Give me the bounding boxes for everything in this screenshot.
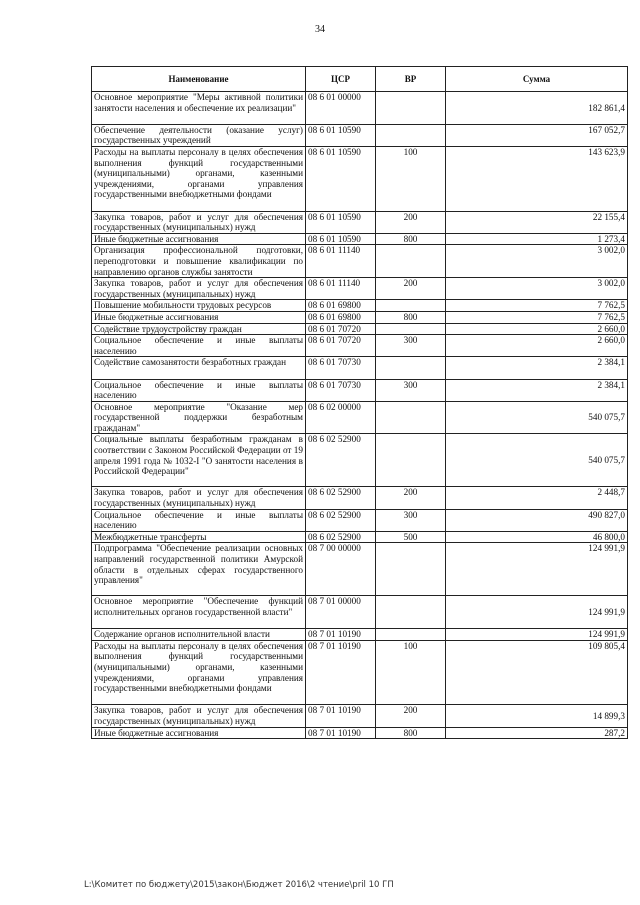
cell-sum: 124 991,9	[446, 629, 628, 641]
cell-csr: 08 6 01 69800	[306, 300, 376, 312]
cell-name: Межбюджетные трансферты	[92, 531, 306, 543]
cell-csr: 08 7 01 10190	[306, 705, 376, 727]
cell-vr: 800	[376, 311, 446, 323]
cell-sum: 2 448,7	[446, 487, 628, 509]
table-row	[92, 278, 628, 300]
cell-sum: 109 805,4	[446, 640, 628, 705]
table-row	[92, 543, 628, 596]
cell-name: Иные бюджетные ассигнования	[92, 727, 306, 739]
cell-sum: 124 991,9	[446, 543, 628, 596]
cell-csr: 08 6 01 11140	[306, 278, 376, 300]
cell-name: Расходы на выплаты персоналу в целях обеспечения выполнения функций государственными (муниципальными) органами, казенными учреждениями, органами управления государственными внебюджетными фондами	[92, 640, 306, 705]
table-row	[92, 323, 628, 335]
table-row	[92, 434, 628, 487]
cell-vr: 100	[376, 640, 446, 705]
cell-csr: 08 6 02 52900	[306, 487, 376, 509]
table-row	[92, 640, 628, 705]
cell-csr: 08 6 02 52900	[306, 509, 376, 531]
cell-csr: 08 6 01 00000	[306, 92, 376, 125]
table-header-row	[92, 67, 628, 92]
cell-name: Основное мероприятие "Меры активной политики занятости населения и обеспечение их реализации"	[92, 92, 306, 125]
table-row	[92, 596, 628, 629]
cell-vr: 200	[376, 278, 446, 300]
cell-vr	[376, 124, 446, 146]
cell-vr	[376, 434, 446, 487]
cell-name: Иные бюджетные ассигнования	[92, 233, 306, 245]
cell-csr: 08 6 02 52900	[306, 434, 376, 487]
cell-vr: 100	[376, 146, 446, 211]
cell-name: Основное мероприятие "Оказание мер государственной поддержки безработным гражданам"	[92, 401, 306, 434]
cell-csr: 08 7 01 00000	[306, 596, 376, 629]
cell-vr: 300	[376, 379, 446, 401]
cell-vr	[376, 401, 446, 434]
footer-file-path: L:\Комитет по бюджету\2015\закон\Бюджет 2016\2 чтение\pril 10 ГП	[84, 880, 394, 890]
cell-name: Расходы на выплаты персоналу в целях обеспечения выполнения функций государственными (муниципальными) органами, казенными учреждениями, органами управления государственными внебюджетными фондами	[92, 146, 306, 211]
header-csr: ЦСР	[306, 67, 376, 92]
cell-sum: 46 800,0	[446, 531, 628, 543]
cell-vr: 200	[376, 487, 446, 509]
cell-vr: 200	[376, 705, 446, 727]
cell-sum: 182 861,4	[446, 92, 628, 125]
table-row	[92, 531, 628, 543]
table-row	[92, 211, 628, 233]
cell-sum: 3 002,0	[446, 278, 628, 300]
cell-name: Содействие трудоустройству граждан	[92, 323, 306, 335]
cell-sum: 540 075,7	[446, 434, 628, 487]
cell-sum: 2 660,0	[446, 323, 628, 335]
cell-name: Социальное обеспечение и иные выплаты населению	[92, 379, 306, 401]
cell-csr: 08 6 01 11140	[306, 245, 376, 278]
cell-sum: 2 384,1	[446, 357, 628, 379]
cell-sum: 124 991,9	[446, 596, 628, 629]
table-row	[92, 233, 628, 245]
budget-table	[91, 66, 628, 739]
header-name: Наименование	[92, 67, 306, 92]
cell-sum: 7 762,5	[446, 311, 628, 323]
cell-csr: 08 6 01 10590	[306, 124, 376, 146]
table-row	[92, 124, 628, 146]
cell-csr: 08 6 01 70730	[306, 379, 376, 401]
cell-vr	[376, 323, 446, 335]
table-row	[92, 311, 628, 323]
cell-vr: 300	[376, 509, 446, 531]
header-vr: ВР	[376, 67, 446, 92]
cell-csr: 08 7 00 00000	[306, 543, 376, 596]
cell-vr: 800	[376, 727, 446, 739]
cell-csr: 08 6 01 70730	[306, 357, 376, 379]
cell-name: Закупка товаров, работ и услуг для обеспечения государственных (муниципальных) нужд	[92, 487, 306, 509]
cell-sum: 167 052,7	[446, 124, 628, 146]
table-row	[92, 629, 628, 641]
cell-vr	[376, 629, 446, 641]
cell-sum: 540 075,7	[446, 401, 628, 434]
table-row	[92, 245, 628, 278]
cell-vr: 800	[376, 233, 446, 245]
cell-name: Содействие самозанятости безработных граждан	[92, 357, 306, 379]
cell-name: Социальные выплаты безработным гражданам в соответствии с Законом Российской Федерации от 19 апреля 1991 года № 1032-I "О занятости населения в Российской Федерации"	[92, 434, 306, 487]
cell-csr: 08 6 01 10590	[306, 146, 376, 211]
table-row	[92, 357, 628, 379]
cell-sum: 2 384,1	[446, 379, 628, 401]
cell-vr	[376, 357, 446, 379]
cell-sum: 1 273,4	[446, 233, 628, 245]
cell-name: Иные бюджетные ассигнования	[92, 311, 306, 323]
table-row	[92, 509, 628, 531]
cell-sum: 7 762,5	[446, 300, 628, 312]
cell-name: Подпрограмма "Обеспечение реализации основных направлений государственной политики Амурской области в отдельных сферах государственного управления"	[92, 543, 306, 596]
table-row	[92, 727, 628, 739]
cell-csr: 08 6 01 10590	[306, 211, 376, 233]
cell-vr	[376, 245, 446, 278]
cell-sum: 14 899,3	[446, 705, 628, 727]
cell-vr: 500	[376, 531, 446, 543]
cell-name: Закупка товаров, работ и услуг для обеспечения государственных (муниципальных) нужд	[92, 705, 306, 727]
cell-csr: 08 6 01 70720	[306, 335, 376, 357]
table-row	[92, 705, 628, 727]
cell-sum: 2 660,0	[446, 335, 628, 357]
cell-name: Закупка товаров, работ и услуг для обеспечения государственных (муниципальных) нужд	[92, 211, 306, 233]
cell-name: Социальное обеспечение и иные выплаты населению	[92, 335, 306, 357]
cell-name: Обеспечение деятельности (оказание услуг) государственных учреждений	[92, 124, 306, 146]
table-row	[92, 92, 628, 125]
table-row	[92, 300, 628, 312]
header-sum: Сумма	[446, 67, 628, 92]
cell-name: Повышение мобильности трудовых ресурсов	[92, 300, 306, 312]
cell-vr: 200	[376, 211, 446, 233]
cell-name: Основное мероприятие "Обеспечение функций исполнительных органов государственной власти"	[92, 596, 306, 629]
cell-name: Закупка товаров, работ и услуг для обеспечения государственных (муниципальных) нужд	[92, 278, 306, 300]
page-number: 34	[315, 24, 325, 35]
table-row	[92, 335, 628, 357]
cell-vr	[376, 596, 446, 629]
cell-sum: 287,2	[446, 727, 628, 739]
cell-sum: 143 623,9	[446, 146, 628, 211]
table-row	[92, 146, 628, 211]
cell-sum: 490 827,0	[446, 509, 628, 531]
cell-vr: 300	[376, 335, 446, 357]
cell-csr: 08 6 02 52900	[306, 531, 376, 543]
cell-vr	[376, 543, 446, 596]
cell-csr: 08 6 01 10590	[306, 233, 376, 245]
cell-csr: 08 6 01 69800	[306, 311, 376, 323]
cell-vr	[376, 300, 446, 312]
cell-name: Организация профессиональной подготовки, переподготовки и повышение квалификации по направлению органов службы занятости	[92, 245, 306, 278]
table-row	[92, 379, 628, 401]
table-row	[92, 487, 628, 509]
cell-name: Социальное обеспечение и иные выплаты населению	[92, 509, 306, 531]
cell-sum: 22 155,4	[446, 211, 628, 233]
cell-name: Содержание органов исполнительной власти	[92, 629, 306, 641]
cell-csr: 08 6 02 00000	[306, 401, 376, 434]
cell-csr: 08 7 01 10190	[306, 629, 376, 641]
cell-vr	[376, 92, 446, 125]
table-row	[92, 401, 628, 434]
cell-csr: 08 7 01 10190	[306, 640, 376, 705]
cell-sum: 3 002,0	[446, 245, 628, 278]
cell-csr: 08 7 01 10190	[306, 727, 376, 739]
cell-csr: 08 6 01 70720	[306, 323, 376, 335]
